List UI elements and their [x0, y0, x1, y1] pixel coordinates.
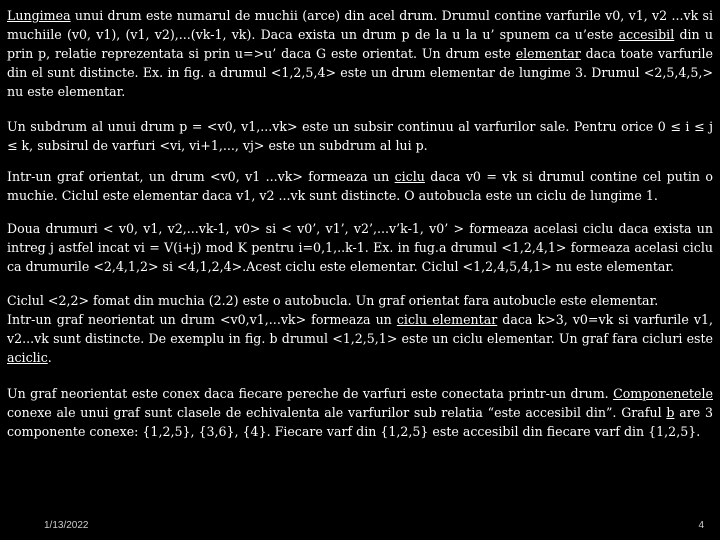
paragraph-acelasi-ciclu: Doua drumuri < v0, v1, v2,...vk-1, v0> si < v0’, v1’, v2’,...v’k-1, v0’ > formeaza acelasi ciclu daca exista un intreg j astfel incat vi = V(i+j) mod K pentru i=0,1,..k-1. Ex. in fug.a drumul <1,2,4,1> formeaza acelasi ciclu ca drumurile <2,4,1,2> si <4,1,2,4>.Acest ciclu este elementar. Ciclul <1,2,4,5,4,1> nu este elementar.: [7, 221, 713, 274]
paragraph-drum-length: Lungimea unui drum este numarul de muchii (arce) din acel drum. Drumul contine varfurile v0, v1, v2 ...vk si muchiile (v0, v1), (v1, v2),...(vk-1, vk). Daca exista un drum p de la u la u’ spunem ca u’este accesibil din u prin p, relatie reprezentata si prin u=>u’ daca G este orientat. Un drum este elementar daca toate varfurile din el sunt distincte. Ex. in fig. a drumul <1,2,5,4> este un drum elementar de lungime 3. Drumul <2,5,4,5,> nu este elementar.: [7, 8, 713, 99]
paragraph-autobucla: Ciclul <2,2> fomat din muchia (2.2) este o autobucla. Un graf orientat fara autobucle este elementar.: [7, 293, 659, 308]
paragraph-graf-conex: Un graf neorientat este conex daca fiecare pereche de varfuri este conectata printr-un drum. Componenetele conexe ale unui graf sunt clasele de echivalenta ale varfurilor sub relatia “este accesibil din”. Graful b are 3 componente conexe: {1,2,5}, {3,6}, {4}. Fiecare varf din {1,2,5} este accesibil din fiecare varf din {1,2,5}.: [7, 386, 713, 439]
paragraph-ciclu-orientat: Intr-un graf orientat, un drum <v0, v1 ...vk> formeaza un ciclu daca v0 = vk si drumul contine cel putin o muchie. Ciclul este elementar daca v1, v2 ...vk sunt distincte. O autobucla este un ciclu de lungime 1.: [7, 169, 713, 203]
footer-date: 1/13/2022: [44, 520, 89, 531]
slide-number: 4: [698, 520, 704, 531]
term-aciclic: aciclic: [7, 350, 48, 365]
term-elementar: elementar: [515, 46, 581, 61]
term-graful-b: b: [666, 405, 675, 420]
slide-body: [7, 6, 713, 441]
term-lungimea: Lungimea: [7, 8, 71, 23]
term-ciclu: ciclu: [394, 169, 425, 184]
term-componenetele: Componenetele: [613, 386, 713, 401]
paragraph-ciclu-neorientat: Intr-un graf neorientat un drum <v0,v1,...vk> formeaza un ciclu elementar daca k>3, v0=vk si varfurile v1, v2...vk sunt distincte. De exemplu in fig. b drumul <1,2,5,1> este un ciclu elementar. Un graf fara cicluri este aciclic.: [7, 312, 713, 365]
term-accesibil: accesibil: [618, 27, 675, 42]
paragraph-subdrum: Un subdrum al unui drum p = <v0, v1,...vk> este un subsir continuu al varfurilor sale. Pentru orice 0 ≤ i ≤ j ≤ k, subsirul de varfuri <vi, vi+1,..., vj> este un subdrum al lui p.: [7, 119, 713, 153]
term-ciclu-elementar: ciclu elementar: [396, 312, 498, 327]
